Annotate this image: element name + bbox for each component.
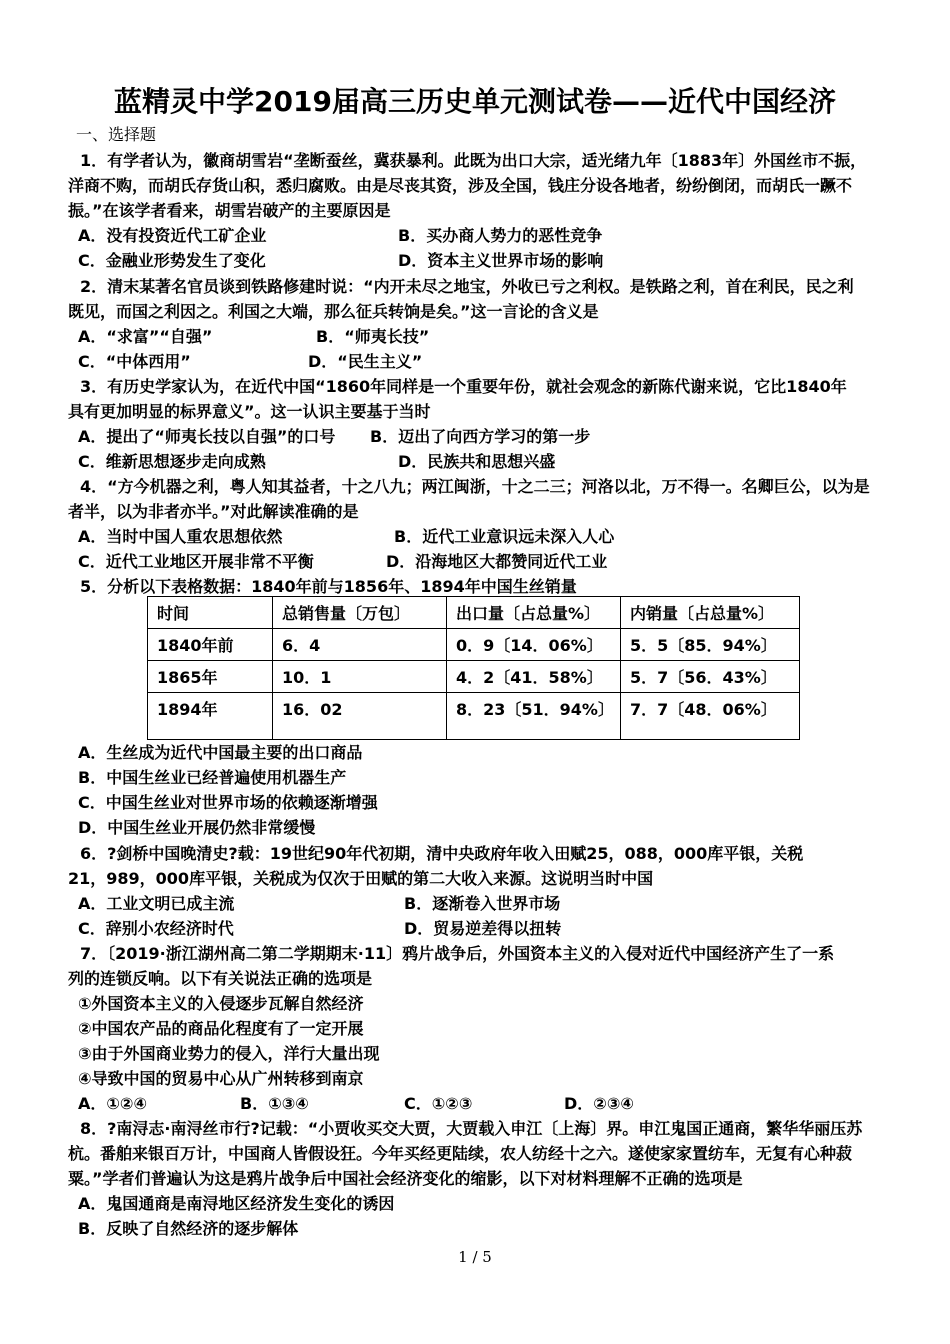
q2-option-c: C．“中体西用” [78,352,191,371]
q7-statement: ①外国资本主义的入侵逐步瓦解自然经济 [78,994,364,1013]
q8-text-line: 粟。”学者们普遍认为这是鸦片战争后中国社会经济变化的缩影，以下对材料理解不正确的选项是 [68,1169,743,1188]
q7-option-c: C．①②③ [404,1094,473,1113]
q3-text-line: 具有更加明显的标界意义”。这一认识主要基于当时 [68,402,431,421]
q2-option-b: B．“师夷长技” [316,327,430,346]
table-cell: 0．9〔14．06%〕 [447,629,621,661]
table-cell: 5．7〔56．43%〕 [621,661,800,693]
table-header-cell: 出口量〔占总量%〕 [447,597,621,629]
q1-text-line: 振。”在该学者看来，胡雪岩破产的主要原因是 [68,201,391,220]
table-cell: 7．7〔48．06%〕 [621,693,800,740]
section-heading: 一、选择题 [76,125,157,144]
q5-option-a: A．生丝成为近代中国最主要的出口商品 [78,743,363,762]
q1-text-line: 1．有学者认为，徽商胡雪岩“垄断蚕丝，冀获暴利。此既为出口大宗，适光绪九年〔1883年〕外国丝市不振， [80,151,867,170]
table-cell: 10．1 [273,661,447,693]
q8-text-line: 8．?南浔志·南浔丝市行?记载：“小贾收买交大贾，大贾载入申江〔上海〕界。申江鬼国正通商，繁华华丽压苏 [80,1119,863,1138]
q5-option-d: D．中国生丝业开展仍然非常缓慢 [78,818,316,837]
q7-text-line: 列的连锁反响。以下有关说法正确的选项是 [68,969,373,988]
q6-option-d: D．贸易逆差得以扭转 [404,919,562,938]
q1-text-line: 洋商不购，而胡氏存货山积，悉归腐败。由是尽丧其资，涉及全国，钱庄分设各地者，纷纷倒闭，而胡氏一蹶不 [68,176,853,195]
table-cell: 5．5〔85．94%〕 [621,629,800,661]
q1-option-b: B．买办商人势力的恶性竞争 [398,226,603,245]
q7-statement: ②中国农产品的商品化程度有了一定开展 [78,1019,364,1038]
q1-option-c: C．金融业形势发生了变化 [78,251,266,270]
q1-option-a: A．没有投资近代工矿企业 [78,226,267,245]
table-cell: 1894年 [148,693,273,740]
q6-option-a: A．工业文明已成主流 [78,894,235,913]
table-cell: 8．23〔51．94%〕 [447,693,621,740]
q5-option-c: C．中国生丝业对世界市场的依赖逐渐增强 [78,793,378,812]
q8-text-line: 杭。番舶来银百万计，中国商人皆假设狂。今年买经更陆续，农人纺经十之六。遂使家家置纺车，无复有心种菽 [68,1144,853,1163]
silk-sales-table [147,596,800,740]
q8-option-b: B．反映了自然经济的逐步解体 [78,1219,299,1238]
q4-option-b: B．近代工业意识远未深入人心 [394,527,615,546]
page-title: 蓝精灵中学2019届高三历史单元测试卷——近代中国经济 [114,85,836,118]
q6-option-c: C．辞别小农经济时代 [78,919,234,938]
q7-option-d: D．②③④ [564,1094,634,1113]
q3-text-line: 3．有历史学家认为，在近代中国“1860年同样是一个重要年份，就社会观念的新陈代谢来说，它比1840年 [80,377,847,396]
table-header-cell: 内销量〔占总量%〕 [621,597,800,629]
q4-option-d: D．沿海地区大都赞同近代工业 [386,552,608,571]
q7-option-a: A．①②④ [78,1094,148,1113]
q2-text-line: 既见，而国之利因之。利国之大端，那么征兵转饷是矣。”这一言论的含义是 [68,302,599,321]
q5-text-line: 5．分析以下表格数据：1840年前与1856年、1894年中国生丝销量 [80,577,577,596]
table-cell: 6．4 [273,629,447,661]
table-cell: 4．2〔41．58%〕 [447,661,621,693]
table-row [148,629,800,661]
page-number: 1 / 5 [458,1248,492,1266]
table-header-row [148,597,800,629]
table-header-cell: 时间 [148,597,273,629]
table-header-cell: 总销售量〔万包〕 [273,597,447,629]
q2-option-a: A．“求富”“自强” [78,327,213,346]
table-row [148,661,800,693]
q4-text-line: 4．“方今机器之利，粤人知其益者，十之八九；两江闽浙，十之二三；河洛以北，万不得一。名卿巨公，以为是 [80,477,870,496]
q2-text-line: 2．清末某著名官员谈到铁路修建时说：“内开未尽之地宝，外收已亏之利权。是铁路之利，首在利民，民之利 [80,277,854,296]
q1-option-d: D．资本主义世界市场的影响 [398,251,604,270]
q7-statement: ③由于外国商业势力的侵入，洋行大量出现 [78,1044,380,1063]
q8-option-a: A．鬼国通商是南浔地区经济发生变化的诱因 [78,1194,395,1213]
q3-option-d: D．民族共和思想兴盛 [398,452,556,471]
q2-option-d: D．“民生主义” [308,352,423,371]
q7-text-line: 7．〔2019·浙江湖州高二第二学期期末·11〕鸦片战争后，外国资本主义的入侵对近代中国经济产生了一系 [80,944,835,963]
q7-option-b: B．①③④ [240,1094,309,1113]
q3-option-a: A．提出了“师夷长技以自强”的口号 [78,427,336,446]
table-row [148,693,800,740]
q3-option-c: C．维新思想逐步走向成熟 [78,452,266,471]
table-cell: 1840年前 [148,629,273,661]
table-cell: 16．02 [273,693,447,740]
q7-statement: ④导致中国的贸易中心从广州转移到南京 [78,1069,364,1088]
q4-option-a: A．当时中国人重农思想依然 [78,527,283,546]
table-cell: 1865年 [148,661,273,693]
q4-option-c: C．近代工业地区开展非常不平衡 [78,552,314,571]
q6-text-line: 21，989，000库平银，关税成为仅次于田赋的第二大收入来源。这说明当时中国 [68,869,654,888]
q5-option-b: B．中国生丝业已经普遍使用机器生产 [78,768,347,787]
q6-text-line: 6．?剑桥中国晚清史?载：19世纪90年代初期，清中央政府年收入田赋25，088，000库平银，关税 [80,844,804,863]
q4-text-line: 者半，以为非者亦半。”对此解读准确的是 [68,502,359,521]
q3-option-b: B．迈出了向西方学习的第一步 [370,427,591,446]
q6-option-b: B．逐渐卷入世界市场 [404,894,561,913]
